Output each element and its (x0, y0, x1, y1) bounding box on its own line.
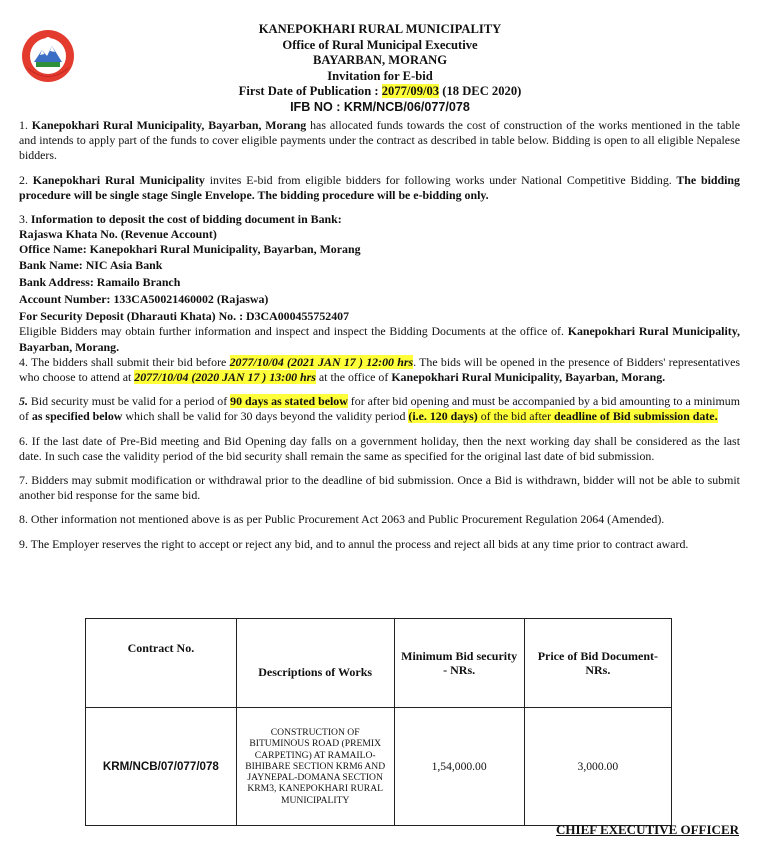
place-name: BAYARBAN, MORANG (312, 53, 448, 68)
account-number: Account Number: 133CA50021460002 (Rajaswa) (19, 292, 269, 307)
eligible-bidders: Eligible Bidders may obtain further information and inspect and inspect the Bidding Documents at the office of. Kanepokhari Rural Municipality, Bayarban, Morang. (19, 324, 740, 354)
work-description: CONSTRUCTION OF BITUMINOUS ROAD (PREMIX CARPETING) AT RAMAILO-BIHIBARE SECTION KRM6 AND JAYNEPAL-DOMANA SECTION KRM3, KANEPOKHARI RURAL MUNICIPALITY (236, 708, 394, 826)
works-table (85, 618, 672, 826)
bank-office-name: Office Name: Kanepokhari Rural Municipality, Bayarban, Morang (19, 242, 361, 257)
notice-body (19, 118, 740, 552)
table-row (86, 708, 672, 826)
paragraph-2: 2. Kanepokhari Rural Municipality invites E-bid from eligible bidders for following works under National Competitive Bidding. The bidding procedure will be single stage Single Envelope. The bidding procedure will be e-bidding only. (19, 172, 740, 202)
paragraph-7: 7. Bidders may submit modification or withdrawal prior to the deadline of bid submission. Once a Bid is withdrawn, bidder will not be able to submit another bid response for the same bid. (19, 473, 740, 503)
bank-khata: Rajaswa Khata No. (Revenue Account) (19, 227, 217, 242)
signature-title: CHIEF EXECUTIVE OFFICER (556, 822, 739, 837)
nepal-government-emblem-icon (20, 28, 76, 84)
min-bid-security: 1,54,000.00 (394, 708, 524, 826)
contract-number: KRM/NCB/07/077/078 (86, 708, 237, 826)
invitation-title: Invitation for E-bid (327, 68, 433, 83)
bank-address: Bank Address: Ramailo Branch (19, 274, 181, 289)
header-min-security: Minimum Bid security - NRs. (394, 619, 524, 708)
opening-time: 2077/10/04 (2020 JAN 17 ) 13:00 hrs (134, 370, 316, 385)
paragraph-1: 1. Kanepokhari Rural Municipality, Bayarban, Morang has allocated funds towards the cost of construction of the works mentioned in the table and intends to apply part of the funds to cover eligible payments under the contract as described in table below. Bidding is open to all eligible Nepalese bidders. (19, 118, 741, 163)
header-doc-price: Price of Bid Document-NRs. (524, 619, 671, 708)
bank-name: Bank Name: NIC Asia Bank (19, 257, 163, 272)
header-description: Descriptions of Works (236, 619, 394, 708)
header-contract-no: Contract No. (86, 619, 237, 708)
paragraph-6: 6. If the last date of Pre-Bid meeting and Bid Opening day falls on a government holiday, then the next working day shall be considered as the last date. In such case the validity period of the bid security shall remain the same as specified for the original last date of bid submission. (19, 433, 740, 463)
validity-period-highlight: 90 days as stated below (230, 394, 348, 409)
office-name: Office of Rural Municipal Executive (282, 37, 478, 52)
org-name: KANEPOKHARI RURAL MUNICIPALITY (258, 22, 502, 36)
bid-document-price: 3,000.00 (524, 708, 671, 826)
publication-date: First Date of Publication : 2077/09/03 (18 DEC 2020) (238, 84, 522, 99)
table-header-row (86, 619, 672, 708)
submission-deadline: 2077/10/04 (2021 JAN 17 ) 12:00 hrs (229, 354, 414, 369)
notice-header (80, 22, 680, 116)
paragraph-9: 9. The Employer reserves the right to accept or reject any bid, and to annul the process and reject all bids at any time prior to contract award. (19, 536, 689, 551)
paragraph-8: 8. Other information not mentioned above is as per Public Procurement Act 2063 and Public Procurement Regulation 2064 (Amended). (19, 512, 665, 527)
paragraph-4: 4. The bidders shall submit their bid before 2077/10/04 (2021 JAN 17 ) 12:00 hrs. The bids will be opened in the presence of Bidders' representatives who choose to attend at 2077/10/04 (2020 JAN 17 ) 13:00 hrs at the office of Kanepokhari Rural Municipality, Bayarban, Morang. (19, 354, 740, 385)
paragraph-3-heading: 3. Information to deposit the cost of bidding document in Bank: (19, 212, 342, 227)
ifb-number: IFB NO : KRM/NCB/06/077/078 (290, 99, 470, 114)
paragraph-5: 5. Bid security must be valid for a period of 90 days as stated below for after bid opening and must be accompanied by a bid amounting to a minimum of as specified below which shall be valid for 30 days beyond the validity period (i.e. 120 days) of the bid after deadline of Bid submission date. (19, 394, 740, 424)
publication-date-highlight: 2077/09/03 (381, 84, 440, 99)
security-deposit-account: For Security Deposit (Dharauti Khata) No. : D3CA000455752407 (19, 309, 350, 324)
